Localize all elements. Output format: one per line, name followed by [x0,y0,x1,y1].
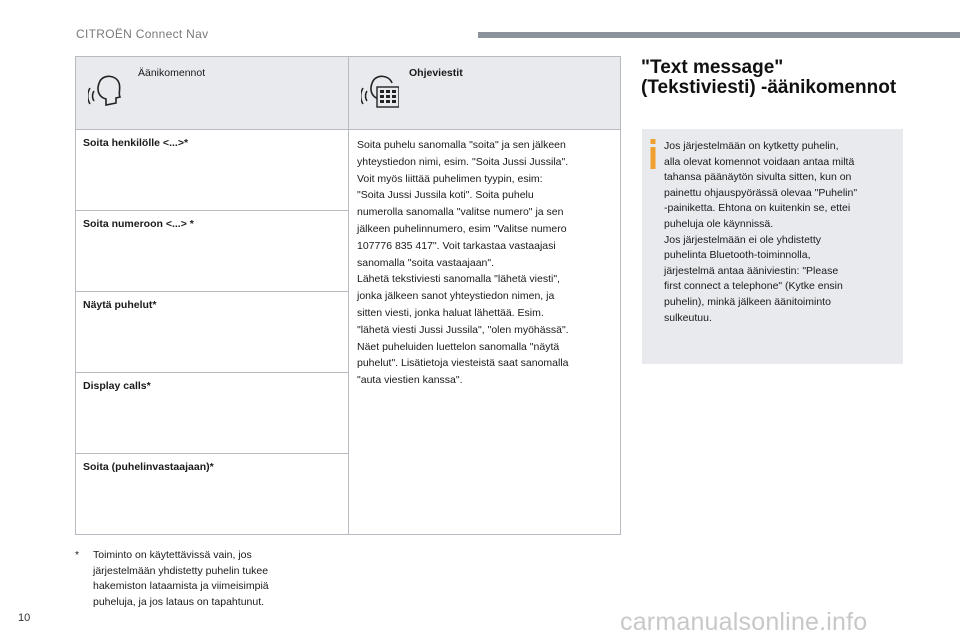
help-line: jonka jälkeen sanot yhteystiedon nimen, ja [357,290,555,303]
info-line: sulkeutuu. [664,311,712,324]
info-line: painettu ohjauspyörässä olevaa "Puhelin" [664,186,858,199]
column-header-voice-commands: Äänikomennot [138,67,206,79]
info-line: puhelinta Bluetooth-toiminnolla, [664,249,811,262]
help-line: Voit myös liittää puhelimen tyypin, esim: [357,172,543,185]
voice-command-icon [88,71,126,109]
info-icon [648,139,658,169]
help-line: puhelut". Lisätietoja viesteistä saat sanomalla [357,357,569,370]
info-line: -painiketta. Ehtona on kuitenkin se, ettei [664,202,851,215]
header-bar [478,32,960,38]
help-line: yhteystiedon nimi, esim. "Soita Jussi Jussila". [357,155,569,168]
info-line: järjestelmä antaa ääniviestin: "Please [664,264,839,277]
command-call-voicemail: Soita (puhelinvastaajaan)* [76,454,349,535]
command-display-calls: Display calls* [76,373,349,454]
help-line: sanomalla "soita vastaajaan". [357,256,495,269]
voice-help-keypad-icon [361,71,399,109]
help-line: Soita puhelu sanomalla "soita" ja sen jälkeen [357,139,566,151]
command-show-calls: Näytä puhelut* [76,292,349,373]
section-title [641,58,896,98]
help-line: sitten viesti, jonka haluat lähettää. Esim. [357,306,544,319]
help-messages-header [349,57,621,130]
voice-commands-header [76,57,349,130]
info-line: puheluja ole käynnissä. [664,217,774,230]
help-line: 107776 835 417". Voit tarkastaa vastaajasi [357,239,556,252]
footnote [75,548,335,610]
command-call-number: Soita numeroon <...> * [76,211,349,292]
column-header-help-messages: Ohjeviestit [409,67,463,79]
footnote-marker: * [75,549,80,561]
info-line: Jos järjestelmään ei ole yhdistetty [664,233,821,246]
help-line: numerolla sanomalla "valitse numero" ja sen [357,206,564,219]
info-box [642,129,903,364]
section-title-line: (Tekstiviesti) -äänikomennot [641,77,897,98]
footnote-line: puheluja, ja jos lataus on tapahtunut. [93,595,265,608]
help-line: Näet puheluiden luettelon sanomalla "näytä [357,340,560,353]
info-line: first connect a telephone" (Kytke ensin [664,280,843,293]
section-title-line: "Text message" [641,57,784,78]
help-line: "auta viestien kanssa". [357,374,463,387]
info-text [664,139,857,326]
info-line: Jos järjestelmään on kytketty puhelin, [664,140,839,152]
help-line: "Soita Jussi Jussila koti". Soita puhelu [357,189,534,202]
info-line: tahansa päänäytön sivulta sitten, kun on [664,171,852,184]
header-title: CITROËN Connect Nav [76,27,209,41]
watermark: carmanualsonline.info [620,608,868,636]
footnote-line: järjestelmään yhdistetty puhelin tukee [93,564,269,577]
help-text-cell [349,130,621,535]
footnote-line: Toiminto on käytettävissä vain, jos [93,549,252,561]
info-line: puhelin), minkä jälkeen äänitoiminto [664,295,831,308]
footnote-line: hakemiston lataamista ja viimeisimpiä [93,580,269,592]
voice-commands-table [75,56,621,535]
help-line: jälkeen puhelinnumero, esim "Valitse numero [357,222,567,235]
command-call-contact: Soita henkilölle <...>* [76,130,349,211]
info-line: alla olevat komennot voidaan antaa miltä [664,155,855,168]
help-line: "lähetä viesti Jussi Jussila", "olen myöhässä". [357,323,569,336]
page-number: 10 [18,612,31,624]
help-line: Lähetä tekstiviesti sanomalla "lähetä viesti", [357,273,560,286]
